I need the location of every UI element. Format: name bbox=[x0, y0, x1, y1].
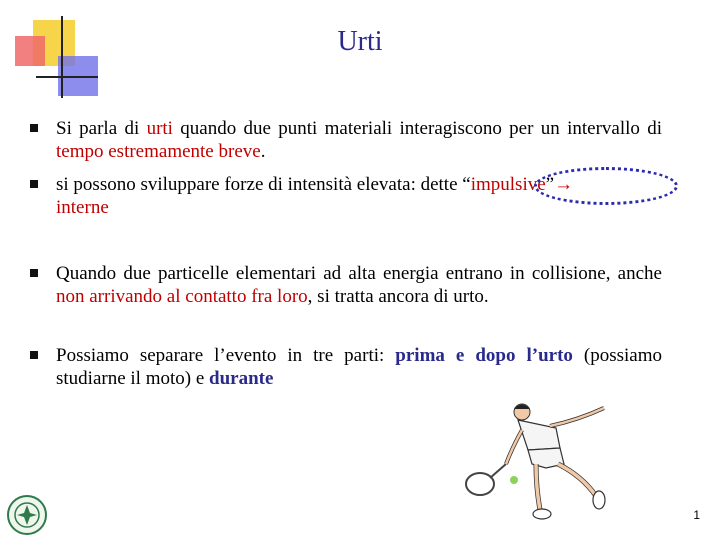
text-span-navy: prima e dopo l’urto bbox=[395, 345, 573, 366]
square-bullet-icon bbox=[30, 180, 38, 188]
square-bullet-icon bbox=[30, 351, 38, 359]
page-number: 1 bbox=[693, 508, 700, 522]
text-span: . bbox=[260, 141, 266, 162]
university-seal-icon bbox=[6, 494, 48, 536]
paragraph-text bbox=[56, 344, 662, 390]
arrow-icon: → bbox=[554, 174, 574, 195]
text-span: (possiamo studiarne il moto) e bbox=[56, 345, 663, 389]
paragraph-text bbox=[56, 262, 662, 308]
text-span-red: impulsive bbox=[470, 174, 546, 195]
text-span-navy: durante bbox=[209, 368, 274, 389]
text-span: ” bbox=[545, 174, 555, 195]
text-span: Si parla di bbox=[56, 118, 147, 139]
text-span-red: non arrivando al contatto fra loro bbox=[56, 286, 308, 307]
text-span: “ bbox=[462, 174, 471, 195]
text-span-red: interne bbox=[56, 197, 109, 218]
text-span: Quando due particelle elementari ad alta energia entrano in collisione, anche bbox=[56, 263, 662, 284]
text-span: si possono sviluppare forze di intensità elevata: dette bbox=[56, 174, 463, 195]
text-span-red: tempo estremamente breve bbox=[56, 141, 261, 162]
bullet-paragraph-1 bbox=[30, 117, 662, 163]
tennis-player-illustration bbox=[458, 398, 618, 526]
bullet-paragraph-3 bbox=[30, 262, 662, 308]
slide-title: Urti bbox=[337, 26, 383, 57]
paragraph-text bbox=[56, 117, 662, 163]
highlight-ellipse bbox=[534, 167, 678, 205]
text-span: , si tratta ancora di urto. bbox=[307, 286, 489, 307]
bullet-paragraph-4 bbox=[30, 344, 662, 390]
square-bullet-icon bbox=[30, 124, 38, 132]
text-span: Possiamo separare l’evento in tre parti: bbox=[56, 345, 396, 366]
text-span-red: urti bbox=[146, 118, 173, 139]
square-bullet-icon bbox=[30, 269, 38, 277]
text-span: quando due punti materiali interagiscono per un intervallo di bbox=[172, 118, 662, 139]
